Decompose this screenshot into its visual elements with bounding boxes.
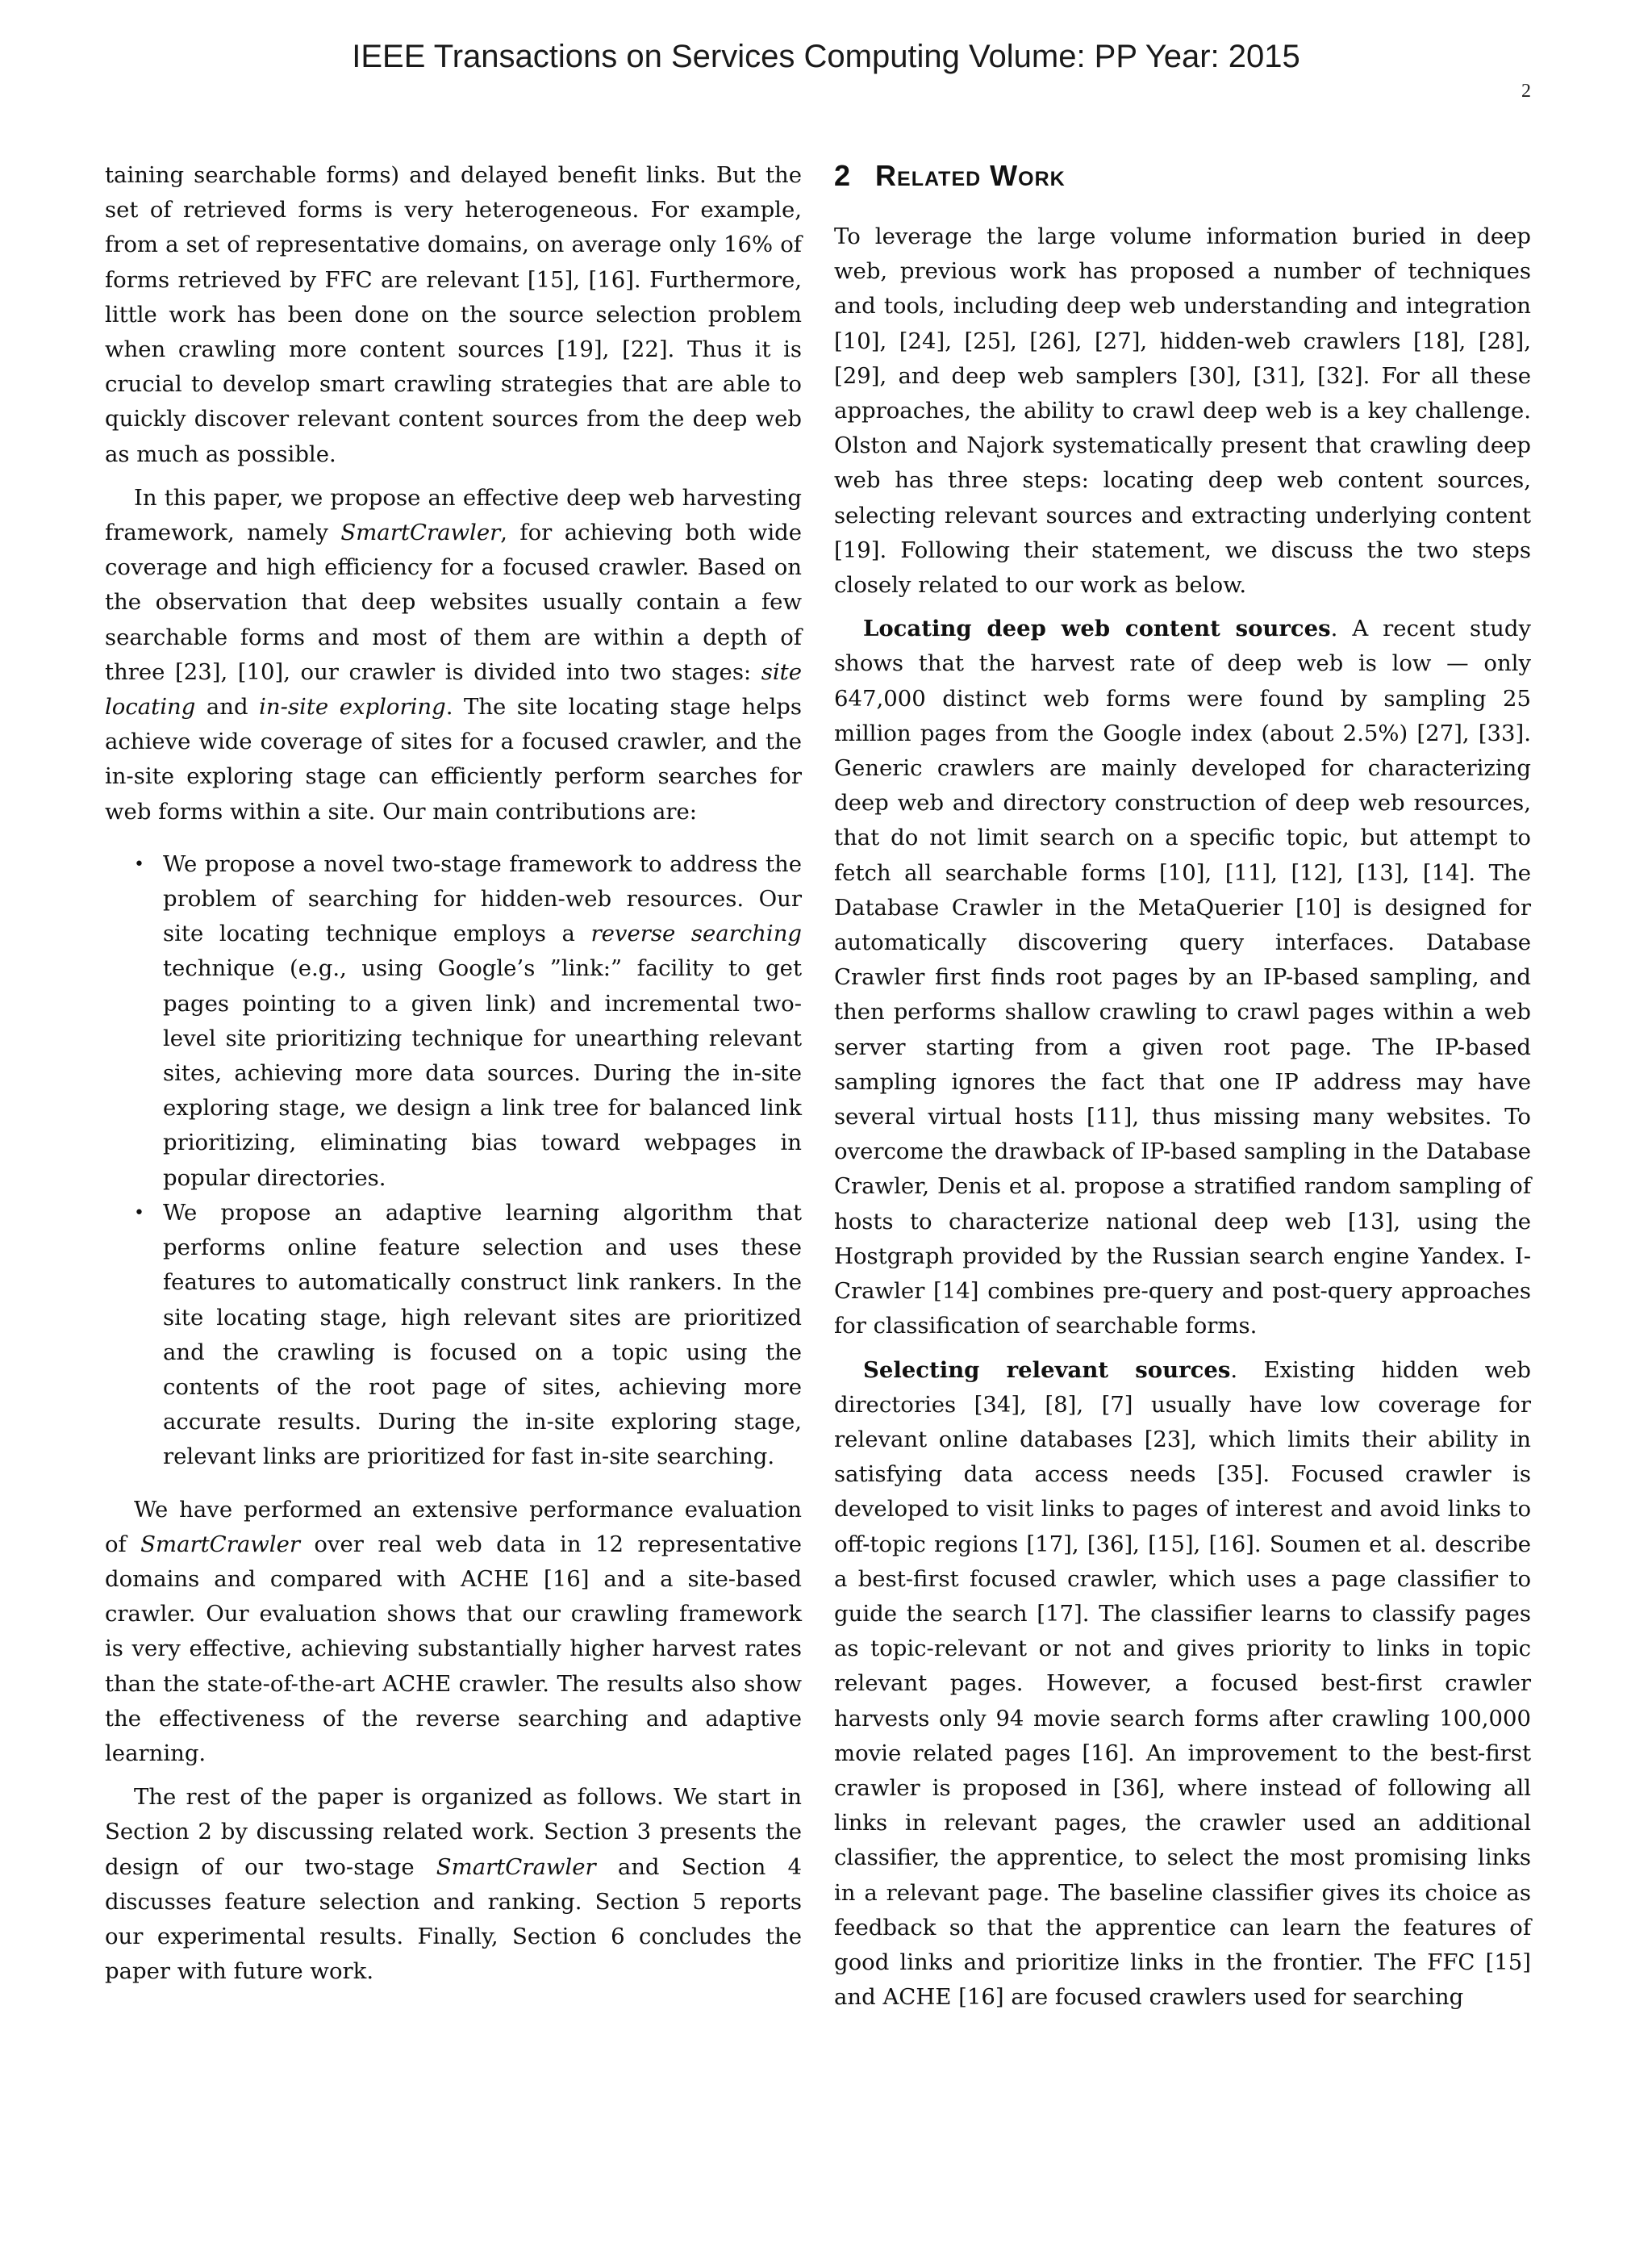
paragraph-intro-continuation: taining searchable forms) and delayed benefit links. But the set of retrieved forms is very heterogeneous. For example, from a set of representative domains, on average only 16% of forms retrieved by FFC are relevant [15], [16]. Furthermore, little work has been done on the source selection problem when crawling more content sources [19], [22]. Thus it is crucial to develop smart crawling strategies that are able to quickly discover relevant content sources from the deep web as much as possible. [105, 162, 802, 467]
text-run: technique (e.g., using Google’s ”link:” facility to get pages pointing to a given link) and incremental two-level site prioritizing technique for unearthing relevant sites, achieving more data sources. During the in-site exploring stage, we design a link tree for balanced link prioritizing, eliminating bias toward webpages in popular directories. [163, 955, 802, 1191]
run-in-heading: Locating deep web content sources [863, 616, 1331, 642]
emphasis-in-site-exploring: in-site exploring [259, 694, 446, 721]
emphasis-smartcrawler: SmartCrawler [340, 520, 501, 546]
paragraph-locating-sources [834, 612, 1531, 1343]
bullet-icon: • [134, 854, 144, 875]
text-run: In this paper, we propose an effective deep web harvesting framework, namely [105, 484, 802, 546]
section-number: 2 [834, 159, 852, 192]
text-run: . A recent study shows that the harvest rate of deep web is low — only 647,000 distinct web forms were found by sampling 25 million pages from the Google index (about 2.5%) [27], [33]. Generic crawlers are mainly developed for characterizing deep web and directory construction of deep web resources, that do not limit search on a specific topic, but attempt to fetch all searchable forms [10], [11], [12], [13], [14]. The Database Crawler in the MetaQuerier [10] is designed for automatically discovering query interfaces. Database Crawler first finds root pages by an IP-based sampling, and then performs shallow crawling to crawl pages within a web server starting from a given root page. The IP-based sampling ignores the fact that one IP address may have several virtual hosts [11], thus missing many websites. To overcome the drawback of IP-based sampling in the Database Crawler, Denis et al. propose a stratified random sampling of hosts to characterize national deep web [13], using the Hostgraph provided by the Russian search engine Yandex. I-Crawler [14] combines pre-query and post-query approaches for classification of searchable forms. [834, 616, 1531, 1339]
emphasis-smartcrawler: SmartCrawler [140, 1531, 301, 1557]
text-run: and [195, 694, 260, 721]
list-item [134, 847, 803, 1196]
emphasis-reverse-searching: reverse searching [590, 921, 803, 947]
paragraph-related-intro: To leverage the large volume information buried in deep web, previous work has proposed a number of techniques and tools, including deep web understanding and integration [10], [24], [25], [26], [27], hidden-web crawlers [18], [28], [29], and deep web samplers [30], [31], [32]. For all these approaches, the ability to crawl deep web is a key challenge. Olston and Najork systematically present that crawling deep web has three steps: locating deep web content sources, selecting relevant sources and extracting underlying content [19]. Following their statement, we discuss the two steps closely related to our work as below. [834, 224, 1531, 599]
paragraph-selecting-sources [834, 1353, 1531, 2016]
text-run: , for achieving both wide coverage and high efficiency for a focused crawler. Based on the observation that deep websites usually contain a few searchable forms and most of them are within a depth of three [23], [10], our crawler is divided into two stages: [105, 520, 802, 685]
paragraph-proposal [105, 481, 802, 829]
run-in-heading: Selecting relevant sources [863, 1356, 1231, 1383]
text-run: We have performed an extensive performance evaluation of [105, 1496, 802, 1557]
section-heading [834, 158, 1531, 194]
paragraph-organization [105, 1780, 802, 1989]
text-run: and Section 4 discusses feature selection and ranking. Section 5 reports our experimental results. Finally, Section 6 concludes the paper with future work. [105, 1853, 802, 1985]
paragraph-evaluation [105, 1493, 802, 1772]
text-run: over real web data in 12 representative domains and compared with ACHE [16] and a site-based crawler. Our evaluation shows that our crawling framework is very effective, achieving substantially higher harvest rates than the state-of-the-art ACHE crawler. The results also show the effectiveness of the reverse searching and adaptive learning. [105, 1531, 802, 1766]
right-column [834, 158, 1531, 2024]
text-run: . Existing hidden web directories [34], [8], [7] usually have low coverage for relevant online databases [23], which limits their ability in satisfying data access needs [35]. Focused crawler is developed to visit links to pages of interest and avoid links to off-topic regions [17], [36], [15], [16]. Soumen et al. describe a best-first focused crawler, which uses a page classifier to guide the search [17]. The classifier learns to classify pages as topic-relevant or not and gives priority to links in topic relevant pages. However, a focused best-first crawler harvests only 94 movie search forms after crawling 100,000 movie related pages [16]. An improvement to the best-first crawler is proposed in [36], where instead of following all links in relevant pages, the crawler used an additional classifier, the apprentice, to select the most promising links in a relevant page. The baseline classifier gives its choice as feedback so that the apprentice can learn the features of good links and prioritize links in the frontier. The FFC [15] and ACHE [16] are focused crawlers used for searching [834, 1356, 1531, 2011]
running-header: IEEE Transactions on Services Computing Volume: PP Year: 2015 [352, 39, 1300, 74]
bullet-icon: • [134, 1202, 144, 1223]
left-column [105, 158, 802, 1998]
text-run: We propose an adaptive learning algorithm that performs online feature selection and uses these features to automatically construct link rankers. In the site locating stage, high relevant sites are prioritized and the crawling is focused on a topic using the contents of the root page of sites, achieving more accurate results. During the in-site exploring stage, relevant links are prioritized for fast in-site searching. [163, 1199, 802, 1470]
contributions-list [105, 847, 802, 1475]
emphasis-site-locating: site locating [105, 658, 802, 721]
text-run: The rest of the paper is organized as follows. We start in Section 2 by discussing related work. Section 3 presents the design of our two-stage [105, 1784, 802, 1880]
text-run: . The site locating stage helps achieve wide coverage of sites for a focused crawler, and the in-site exploring stage can efficiently perform searches for web forms within a site. Our main contributions are: [105, 694, 802, 825]
list-item [134, 1196, 802, 1475]
page-number: 2 [1521, 81, 1531, 102]
section-title: Related Work [875, 159, 1066, 192]
text-run: We propose a novel two-stage framework to address the problem of searching for hidden-web resources. Our site locating technique employs a [163, 850, 802, 947]
emphasis-smartcrawler: SmartCrawler [436, 1853, 596, 1880]
